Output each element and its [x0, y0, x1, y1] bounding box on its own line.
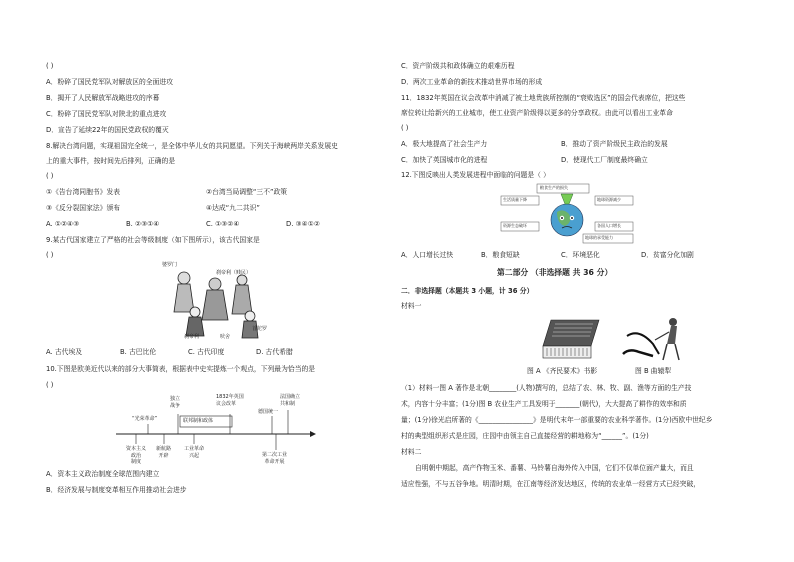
- q8-item-1: ①《告台湾同胞书》发表: [46, 188, 121, 196]
- q8-option-d: D. ③④①②: [286, 220, 320, 228]
- q11-option-b: B．推动了资产阶级民主政治的发展: [561, 140, 668, 148]
- q12-option-a: A．人口增长过快: [401, 251, 454, 259]
- figure-a-caption: 图 A 《齐民要术》书影: [527, 367, 598, 375]
- caste-label-kshatriya-outcast: 刹帝利（贱民）: [216, 270, 252, 276]
- timeline-independence-war: 独立 战争: [170, 396, 181, 409]
- q13-1-line3: 量；(1分)徐光启所著的《________________》是明代末年一部重要的农业科学著作。(1分)西欧中世纪乡: [401, 416, 713, 424]
- caste-label-kshatriya: 刹帝利: [184, 334, 200, 340]
- q7-option-a: A．粉碎了国民党军队对解放区的全面进攻: [46, 78, 173, 86]
- q10-option-b: B．经济发展与制度变革相互作用推动社会进步: [46, 486, 187, 494]
- q11-option-a: A．极大地提高了社会生产力: [401, 140, 488, 148]
- material-one-label: 材料一: [401, 302, 422, 310]
- q9-blank: ( ): [46, 251, 54, 259]
- q7-blank: ( ): [46, 62, 54, 70]
- timeline-federal-system: 联邦制和政体: [183, 418, 214, 424]
- curved-plough-image: [619, 314, 683, 364]
- earth-label-life-quality: 生活质量下降: [503, 197, 527, 202]
- q9-stem: 9.某古代国家建立了严格的社会等级制度（如下图所示），该古代国家是: [46, 236, 260, 244]
- q8-blank: ( ): [46, 172, 54, 180]
- q11-option-c: C．加快了英国城市化的进程: [401, 156, 488, 164]
- timeline-french-republic: 法国确立 共和制: [280, 394, 301, 407]
- earth-label-food-loss: 粮食生产的损失: [540, 185, 568, 190]
- q12-option-d: D．贫富分化加剧: [641, 251, 694, 259]
- earth-drawing: [499, 182, 635, 246]
- q8-option-a: A. ①②④③: [46, 220, 80, 228]
- q10-option-c: C．资产阶级共和政体确立的艰难历程: [401, 62, 515, 70]
- q13-1-line4: 村的典型组织形式是庄园，庄园中由领主自己直接经营的耕地称为“______”。(1分): [401, 432, 649, 440]
- q11-option-d: D．使现代工厂制度最终确立: [561, 156, 648, 164]
- q8-item-4: ④达成“九二共识”: [206, 204, 260, 212]
- q8-item-2: ②台湾当局调整“三不”政策: [206, 188, 288, 196]
- caste-label-vaishya: 吠舍: [220, 334, 231, 340]
- timeline-german-unification: 德国统一: [258, 409, 279, 415]
- figure-b-caption: 图 B 曲辕犁: [635, 367, 672, 375]
- material-two-label: 材料二: [401, 448, 422, 456]
- q13-1-line2: 术，内容十分丰富；(1分)图 B 农业生产工具发明于_______(朝代)，大大提高了耕作的效率和质: [401, 400, 687, 408]
- q9-option-b: B. 古巴比伦: [120, 348, 157, 356]
- q11-stem-line2: 席位转让给新兴的工业城市，使工业资产阶级得以更多的分享政权。由此可以看出工业革命: [401, 109, 673, 117]
- q8-option-b: B. ②③①④: [126, 220, 160, 228]
- q12-option-c: C．环境恶化: [561, 251, 600, 259]
- timeline-glorious-revolution: “光荣革命”: [132, 416, 158, 422]
- earth-label-resources: 地球资源减少: [597, 197, 621, 202]
- q10-blank: ( ): [46, 381, 54, 389]
- part-two-title: 第二部分 （非选择题 共 36 分）: [497, 268, 613, 277]
- q13-1-line1: （1）材料一图 A 著作是北朝________(人物)撰写的，总结了农、林、牧、副、渔等方面的生产技: [401, 384, 692, 392]
- q8-stem-line1: 8.解决台湾问题，实现祖国完全统一，是全体中华儿女的共同愿望。下列关于海峡两岸关系发展史: [46, 142, 338, 150]
- right-column: [397, 0, 794, 562]
- timeline-figure: [112, 392, 318, 482]
- earth-label-ecology: 资源生态破坏: [503, 223, 527, 228]
- timeline-industrial-revolution: 工业革命 兴起: [184, 446, 205, 459]
- timeline-new-sea-route: 新航路 开辟: [156, 446, 172, 459]
- q9-option-a: A. 古代埃及: [46, 348, 83, 356]
- timeline-capitalist-system: 资本主义 政治 制度: [126, 446, 147, 466]
- earth-label-population: 各国人口增长: [597, 223, 621, 228]
- timeline-1832-reform: 1832年英国 议会改革: [216, 394, 244, 407]
- section-two-heading: 二．非选择题（本题共 3 小题，计 36 分）: [401, 287, 534, 295]
- qimin-yaoshu-image: [541, 316, 601, 362]
- q8-stem-line2: 上的重大事件，按时间先后排列，正确的是: [46, 157, 176, 165]
- q8-option-c: C. ①③②④: [206, 220, 240, 228]
- q10-option-d: D．两次工业革命的新技术推动世界市场的形成: [401, 78, 543, 86]
- q12-option-b: B．粮食短缺: [481, 251, 520, 259]
- q9-option-c: C. 古代印度: [188, 348, 225, 356]
- q9-option-d: D. 古代希腊: [256, 348, 293, 356]
- timeline-second-industrial-revolution: 第二次工业 革命开展: [262, 452, 288, 465]
- caste-label-brahmin: 婆罗门: [162, 262, 178, 268]
- caste-illustration: [160, 258, 270, 342]
- material-two-line1: 自明朝中期起，高产作物玉米、番薯、马铃薯自海外传入中国，它们不仅单位面产量大，而且: [415, 464, 694, 472]
- q12-stem: 12.下图反映出人类发展进程中面临的问题是（ ）: [401, 171, 550, 179]
- q11-stem-line1: 11．1832年英国在议会改革中消减了被土地贵族所控制的“衰败选区”的国会代表席位，把这些: [401, 94, 686, 102]
- q10-option-a: A．资本主义政治制度全球范围内建立: [46, 470, 160, 478]
- q8-item-3: ③《反分裂国家法》颁布: [46, 204, 121, 212]
- q11-blank: ( ): [401, 124, 409, 132]
- earth-problem-figure: [499, 182, 635, 246]
- q7-option-b: B．揭开了人民解放军战略进攻的序幕: [46, 94, 160, 102]
- material-two-line2: 适应性强，不与五谷争地。明清时期，在江南等经济发达地区，传统的农业单一经营方式已经突破，: [401, 480, 701, 488]
- plough-drawing: [619, 314, 683, 364]
- caste-label-shudra: 首陀罗: [252, 326, 268, 332]
- q10-stem: 10.下图是欧美近代以来的部分大事简表，根据表中史实提炼一个观点，下列最为恰当的是: [46, 365, 316, 373]
- q7-option-c: C．粉碎了国民党军队对陕北的重点进攻: [46, 110, 167, 118]
- earth-label-capacity: 地球的承受能力: [585, 235, 613, 240]
- book-drawing: [541, 316, 601, 362]
- q7-option-d: D．宣告了延续22年的国民党政权的覆灭: [46, 126, 169, 134]
